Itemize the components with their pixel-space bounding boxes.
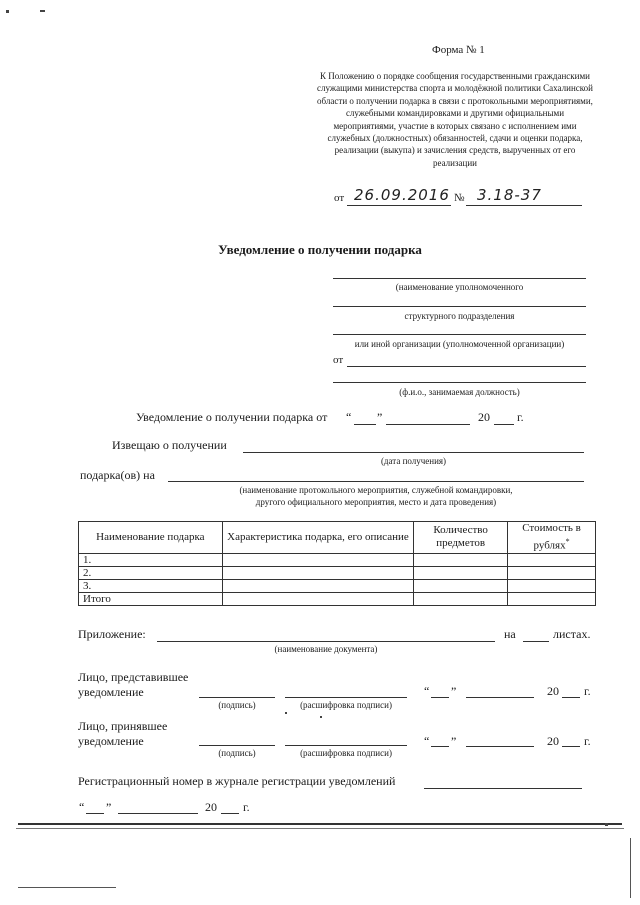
- table-row[interactable]: 2.: [79, 566, 596, 579]
- order-date: 26.09.2016: [354, 186, 450, 204]
- preamble: К Положению о порядке сообщения государственными гражданскими служащими министерства спорта и молодёжной политики Сахалинской области о получении подарка в связи с протокольными мероприятиями, служебными командировками и другими официальными мероприятиями, участие в которых связано с исполнением ими служебных (должностных) обязанностей, сдачи и оценки подарка, реализации (выкупа) и зачисления средств, вырученных от его реализации: [317, 71, 593, 168]
- appendix-line[interactable]: [157, 641, 495, 642]
- notice-day-line[interactable]: [354, 424, 376, 425]
- appendix-caption: (наименование документа): [274, 644, 378, 654]
- scan-edge-line-2: [16, 828, 624, 829]
- scan-speck: [605, 823, 608, 826]
- recipient-line-5[interactable]: [333, 382, 586, 383]
- col-header-price: Стоимость в рублях*: [508, 522, 596, 554]
- col-header-name: Наименование подарка: [79, 522, 223, 554]
- scan-speck: [285, 712, 287, 714]
- recipient-from-line[interactable]: [347, 366, 586, 367]
- acceptor-decode-line[interactable]: [285, 745, 407, 746]
- appendix-sheets-line[interactable]: [523, 641, 549, 642]
- scan-speck: [40, 10, 45, 12]
- recipient-caption-1: (наименование уполномоченного: [395, 282, 524, 292]
- order-from-label: от: [334, 192, 345, 204]
- order-number-label: №: [454, 192, 465, 204]
- recipient-line-3[interactable]: [333, 334, 586, 335]
- notice-month-line[interactable]: [386, 424, 470, 425]
- scan-speck: [320, 716, 322, 718]
- scan-edge-vertical: [630, 838, 631, 898]
- notice-year-line[interactable]: [494, 424, 514, 425]
- submitter-label-2: уведомление: [78, 685, 144, 699]
- recipient-caption-4: (ф.и.о., занимаемая должность): [399, 387, 520, 397]
- received-line[interactable]: [243, 452, 584, 453]
- recipient-line-2[interactable]: [333, 306, 586, 307]
- table-header-row: [79, 522, 596, 554]
- scan-edge-line-3: [18, 887, 116, 888]
- order-number: 3.18-37: [477, 186, 542, 204]
- received-label: Извещаю о получении: [112, 438, 227, 452]
- acceptor-label-2: уведомление: [78, 734, 144, 748]
- gifts-at-line[interactable]: [168, 481, 584, 482]
- gifts-at-caption-1: (наименование протокольного мероприятия, служебной командировки,: [239, 485, 513, 495]
- acceptor-signature-line[interactable]: [199, 745, 275, 746]
- submitter-decode-line[interactable]: [285, 697, 407, 698]
- notice-text: Уведомление о получении подарка от: [136, 410, 328, 424]
- table-row[interactable]: 3.: [79, 579, 596, 592]
- table-row[interactable]: 1.: [79, 553, 596, 566]
- acceptor-label-1: Лицо, принявшее: [78, 719, 168, 733]
- registration-label: Регистрационный номер в журнале регистрации уведомлений: [78, 774, 396, 788]
- gifts-at-label: подарка(ов) на: [80, 468, 155, 482]
- page-title: Уведомление о получении подарка: [218, 242, 422, 257]
- recipient-line-1[interactable]: [333, 278, 586, 279]
- table-total-row[interactable]: Итого: [79, 592, 596, 605]
- appendix-label: Приложение:: [78, 627, 146, 641]
- submitter-label-1: Лицо, представившее: [78, 670, 189, 684]
- received-caption: (дата получения): [380, 456, 447, 466]
- scan-edge-line: [18, 823, 622, 825]
- recipient-caption-3: или иной организации (уполномоченной организации): [354, 339, 565, 349]
- submitter-signature-line[interactable]: [199, 697, 275, 698]
- gifts-at-caption-2: другого официального мероприятия, место и дата проведения): [255, 497, 497, 507]
- form-label: Форма № 1: [432, 44, 485, 56]
- registration-number-line[interactable]: [424, 788, 582, 789]
- recipient-from-label: от: [333, 354, 344, 366]
- gift-table: [78, 521, 596, 606]
- recipient-caption-2: структурного подразделения: [404, 311, 515, 321]
- scan-speck: [6, 10, 9, 13]
- col-header-description: Характеристика подарка, его описание: [222, 522, 414, 554]
- col-header-quantity: Количество предметов: [414, 522, 508, 554]
